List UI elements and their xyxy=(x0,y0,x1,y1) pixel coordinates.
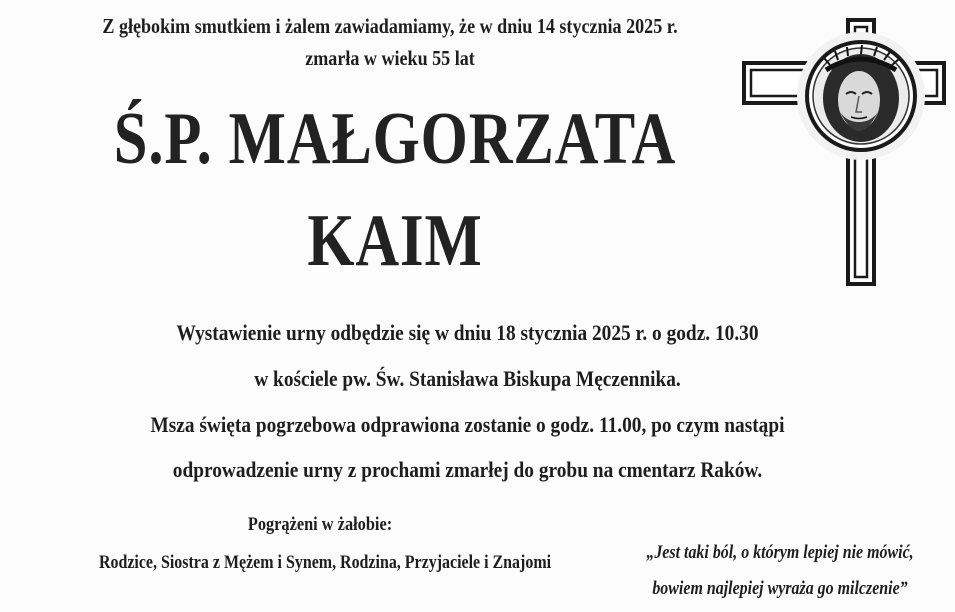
announcement-line-2: zmarła w wieku 55 lat xyxy=(305,46,475,70)
ceremony-line-2: w kościele pw. Św. Stanisława Biskupa Męczennika. xyxy=(254,366,681,391)
mourners-heading: Pogrążeni w żałobie: xyxy=(247,514,393,535)
cross-with-christ-portrait-icon xyxy=(738,18,950,290)
mourners-list: Rodzice, Siostra z Mężem i Synem, Rodzina, Przyjaciele i Znajomi xyxy=(98,552,552,573)
deceased-name-last: KAIM xyxy=(307,200,483,282)
quote-line-1: „Jest taki ból, o którym lepiej nie mówić, xyxy=(646,542,914,563)
deceased-name-first: Ś.P. MAŁGORZATA xyxy=(113,98,677,180)
quote-line-2: bowiem najlepiej wyraża go milczenie” xyxy=(652,578,908,599)
ceremony-line-4: odprowadzenie urny z prochami zmarłej do grobu na cmentarz Raków. xyxy=(172,457,763,482)
announcement-line-1: Z głębokim smutkiem i żalem zawiadamiamy, że w dniu 14 stycznia 2025 r. xyxy=(102,14,678,38)
ceremony-line-1: Wystawienie urny odbędzie się w dniu 18 stycznia 2025 r. o godz. 10.30 xyxy=(176,320,759,345)
ceremony-line-3: Msza święta pogrzebowa odprawiona zostanie o godz. 11.00, po czym nastąpi xyxy=(150,412,785,437)
